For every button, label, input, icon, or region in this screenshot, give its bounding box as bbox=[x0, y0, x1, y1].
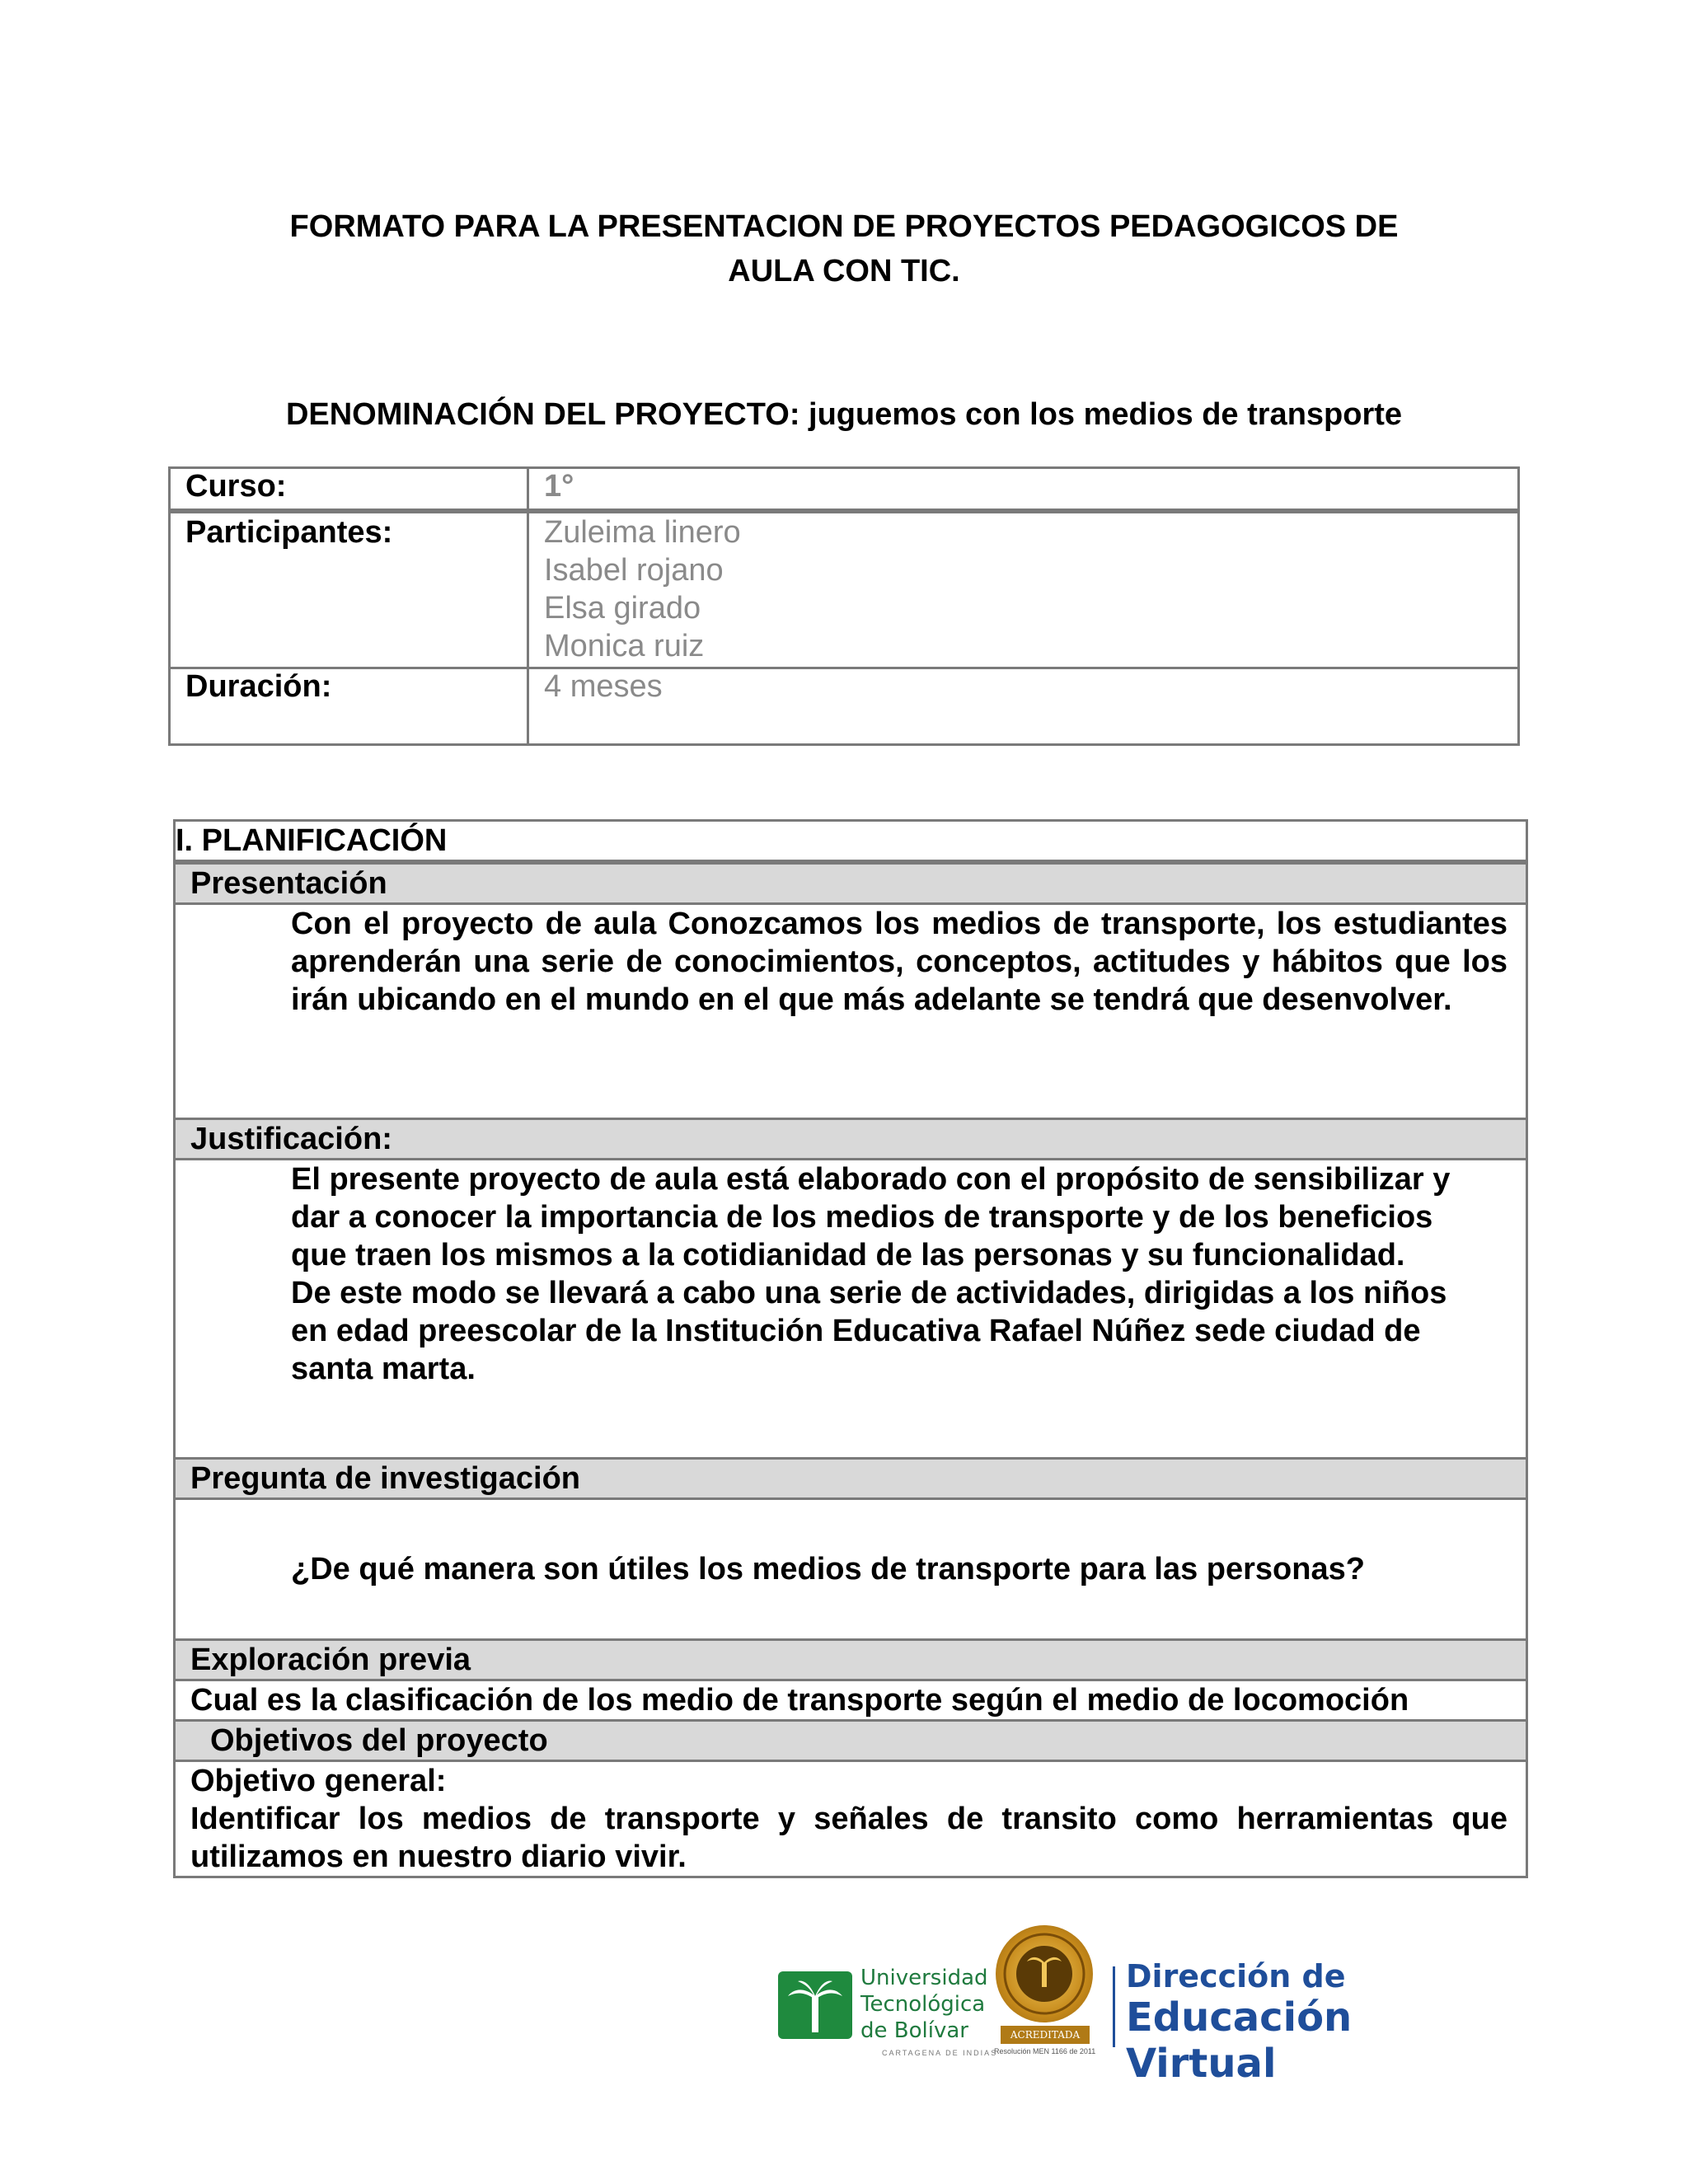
exploracion-label: Exploración previa bbox=[175, 1640, 1527, 1680]
presentacion-body-row bbox=[175, 904, 1527, 1119]
project-name: DENOMINACIÓN DEL PROYECTO: juguemos con los medios de transporte bbox=[285, 397, 1403, 432]
participante: Isabel rojano bbox=[544, 553, 724, 588]
pregunta-label: Pregunta de investigación bbox=[175, 1459, 1527, 1499]
presentacion-header-row bbox=[175, 862, 1527, 904]
seal-band: ACREDITADA bbox=[1001, 2026, 1090, 2044]
participante: Zuleima linero bbox=[544, 515, 741, 550]
title-line-2: AULA CON TIC. bbox=[728, 254, 960, 288]
duracion-value: 4 meses bbox=[528, 668, 1519, 745]
objetivo-general-row bbox=[175, 1761, 1527, 1877]
justificacion-text: El presente proyecto de aula está elaborado con el propósito de sensibilizar y dar a conocer la importancia de los medios de transporte y de los beneficios que traen los mismos a la cotidianidad de las personas y su funcionalidad. De este modo se llevará a cabo una serie de actividades, dirigidas a los niños en edad preescolar de la Institución Educativa Rafael Núñez sede ciudad de santa marta. bbox=[175, 1160, 1527, 1459]
info-row-duracion bbox=[170, 668, 1519, 745]
exploracion-text: Cual es la clasificación de los medio de transporte según el medio de locomoción bbox=[175, 1680, 1527, 1721]
justificacion-body-row bbox=[175, 1160, 1527, 1459]
planificacion-table bbox=[173, 819, 1528, 1878]
planificacion-title-row bbox=[175, 821, 1527, 863]
presentacion-text: Con el proyecto de aula Conozcamos los medios de transporte, los estudiantes aprenderán una serie de conocimientos, conceptos, actitudes y hábitos que los irán ubicando en el mundo en el que más adelante se tendrá que desenvolver. bbox=[175, 904, 1527, 1119]
utb-subtitle: CARTAGENA DE INDIAS bbox=[882, 2049, 998, 2057]
participante: Monica ruiz bbox=[544, 629, 705, 663]
info-row-participantes bbox=[170, 511, 1519, 668]
direccion-line-1: Dirección de bbox=[1126, 1958, 1346, 1994]
logo-divider bbox=[1113, 1966, 1115, 2047]
objetivo-general-label: Objetivo general: bbox=[190, 1764, 447, 1798]
utb-line-1: Universidad bbox=[860, 1966, 988, 1990]
objetivos-header-row bbox=[175, 1721, 1527, 1761]
accreditation-seal-icon bbox=[996, 1925, 1093, 2022]
pregunta-body-row bbox=[175, 1499, 1527, 1640]
objetivos-label: Objetivos del proyecto bbox=[175, 1721, 1527, 1761]
seal-note: Resolución MEN 1166 de 2011 bbox=[994, 2047, 1096, 2055]
title-line-1: FORMATO PARA LA PRESENTACION DE PROYECTOS PEDAGOGICOS DE bbox=[289, 209, 1399, 244]
objetivo-general-text: Identificar los medios de transporte y señales de transito como herramientas que utilizamos en nuestro diario vivir. bbox=[190, 1802, 1507, 1874]
section-title: I. PLANIFICACIÓN bbox=[175, 821, 1527, 863]
direccion-line-2: Educación Virtual bbox=[1126, 1994, 1353, 2087]
pregunta-header-row bbox=[175, 1459, 1527, 1499]
participantes-list bbox=[528, 511, 1519, 668]
utb-line-3: de Bolívar bbox=[860, 2018, 968, 2043]
document-title bbox=[0, 204, 1688, 293]
objetivo-general-cell bbox=[175, 1761, 1527, 1877]
footer-logos bbox=[775, 1925, 1451, 2087]
exploracion-body-row bbox=[175, 1680, 1527, 1721]
exploracion-header-row bbox=[175, 1640, 1527, 1680]
pregunta-text: ¿De qué manera son útiles los medios de transporte para las personas? bbox=[175, 1499, 1527, 1640]
utb-line-2: Tecnológica bbox=[860, 1992, 986, 2017]
participantes-label: Participantes: bbox=[170, 511, 528, 668]
project-info-table bbox=[168, 466, 1520, 746]
curso-value: 1° bbox=[528, 468, 1519, 512]
info-row-curso bbox=[170, 468, 1519, 512]
justificacion-label: Justificación: bbox=[175, 1119, 1527, 1160]
utb-palm-icon bbox=[778, 1971, 852, 2039]
justificacion-header-row bbox=[175, 1119, 1527, 1160]
presentacion-label: Presentación bbox=[175, 862, 1527, 904]
participante: Elsa girado bbox=[544, 591, 701, 626]
duracion-label: Duración: bbox=[170, 668, 528, 745]
curso-label: Curso: bbox=[170, 468, 528, 512]
utb-name bbox=[860, 1965, 988, 2044]
